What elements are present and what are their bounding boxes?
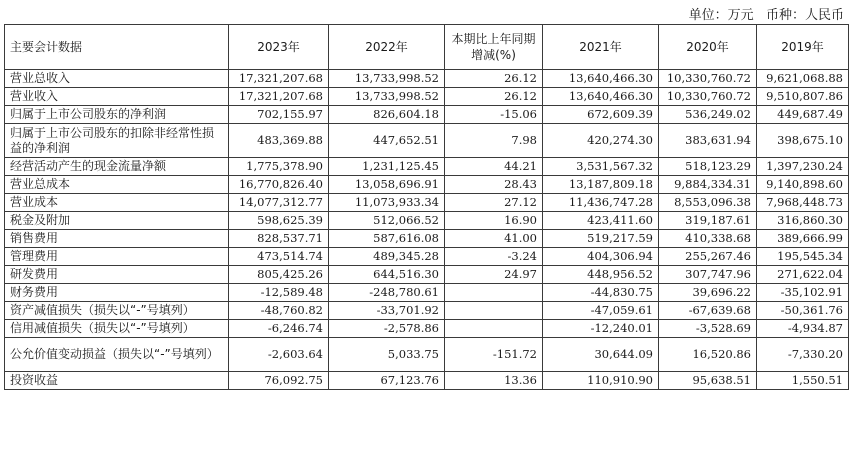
value-2022: 1,231,125.45 xyxy=(329,158,445,176)
table-row xyxy=(5,158,849,176)
value-change: -151.72 xyxy=(445,338,543,372)
value-2019: 389,666.99 xyxy=(757,230,849,248)
value-2023: 17,321,207.68 xyxy=(229,88,329,106)
header-2021: 2021年 xyxy=(543,25,659,70)
table-row xyxy=(5,70,849,88)
value-2023: -48,760.82 xyxy=(229,302,329,320)
value-2021: 13,640,466.30 xyxy=(543,88,659,106)
value-2021: 11,436,747.28 xyxy=(543,194,659,212)
table-row xyxy=(5,212,849,230)
value-2020: 10,330,760.72 xyxy=(659,88,757,106)
value-2019: 9,621,068.88 xyxy=(757,70,849,88)
value-2021: 3,531,567.32 xyxy=(543,158,659,176)
header-item: 主要会计数据 xyxy=(5,25,229,70)
header-2022: 2022年 xyxy=(329,25,445,70)
unit-currency-note: 单位：万元 币种：人民币 xyxy=(688,8,844,23)
value-change: -15.06 xyxy=(445,106,543,124)
value-change: 44.21 xyxy=(445,158,543,176)
value-change: 26.12 xyxy=(445,88,543,106)
table-row xyxy=(5,176,849,194)
value-2019: 195,545.34 xyxy=(757,248,849,266)
value-2022: -2,578.86 xyxy=(329,320,445,338)
value-change: 26.12 xyxy=(445,70,543,88)
value-2020: -67,639.68 xyxy=(659,302,757,320)
value-2021: 30,644.09 xyxy=(543,338,659,372)
table-row xyxy=(5,284,849,302)
value-2019: 1,397,230.24 xyxy=(757,158,849,176)
value-2021: -12,240.01 xyxy=(543,320,659,338)
row-label: 资产减值损失（损失以“-”号填列） xyxy=(5,302,229,320)
row-label: 营业成本 xyxy=(5,194,229,212)
value-2023: 598,625.39 xyxy=(229,212,329,230)
value-2021: -47,059.61 xyxy=(543,302,659,320)
row-label: 研发费用 xyxy=(5,266,229,284)
value-change xyxy=(445,302,543,320)
header-2023: 2023年 xyxy=(229,25,329,70)
value-2020: 536,249.02 xyxy=(659,106,757,124)
value-2020: 9,884,334.31 xyxy=(659,176,757,194)
value-2019: 398,675.10 xyxy=(757,124,849,158)
value-2022: 826,604.18 xyxy=(329,106,445,124)
value-2023: -12,589.48 xyxy=(229,284,329,302)
value-2020: 410,338.68 xyxy=(659,230,757,248)
value-2021: 519,217.59 xyxy=(543,230,659,248)
value-2022: -33,701.92 xyxy=(329,302,445,320)
value-2020: 518,123.29 xyxy=(659,158,757,176)
table-row xyxy=(5,194,849,212)
row-label: 信用减值损失（损失以“-”号填列） xyxy=(5,320,229,338)
value-2023: 828,537.71 xyxy=(229,230,329,248)
table-row xyxy=(5,338,849,372)
value-change: 41.00 xyxy=(445,230,543,248)
value-2019: 1,550.51 xyxy=(757,372,849,390)
row-label: 营业总收入 xyxy=(5,70,229,88)
value-change: 24.97 xyxy=(445,266,543,284)
value-2019: 316,860.30 xyxy=(757,212,849,230)
row-label: 税金及附加 xyxy=(5,212,229,230)
value-2020: 16,520.86 xyxy=(659,338,757,372)
value-2022: 587,616.08 xyxy=(329,230,445,248)
row-label: 投资收益 xyxy=(5,372,229,390)
value-2023: 702,155.97 xyxy=(229,106,329,124)
value-2019: 271,622.04 xyxy=(757,266,849,284)
table-row xyxy=(5,230,849,248)
table-header-row xyxy=(5,25,849,70)
value-2020: 8,553,096.38 xyxy=(659,194,757,212)
value-2020: 307,747.96 xyxy=(659,266,757,284)
value-2023: 76,092.75 xyxy=(229,372,329,390)
table-row xyxy=(5,124,849,158)
value-2022: 13,733,998.52 xyxy=(329,70,445,88)
header-2019: 2019年 xyxy=(757,25,849,70)
value-2020: 255,267.46 xyxy=(659,248,757,266)
value-2022: 13,058,696.91 xyxy=(329,176,445,194)
value-2021: 110,910.90 xyxy=(543,372,659,390)
value-2021: 672,609.39 xyxy=(543,106,659,124)
value-2020: 10,330,760.72 xyxy=(659,70,757,88)
header-change: 本期比上年同期增减(%) xyxy=(445,25,543,70)
table-row xyxy=(5,106,849,124)
value-2022: 489,345.28 xyxy=(329,248,445,266)
row-label: 营业总成本 xyxy=(5,176,229,194)
value-2022: 13,733,998.52 xyxy=(329,88,445,106)
value-2022: 67,123.76 xyxy=(329,372,445,390)
table-row xyxy=(5,266,849,284)
table-row xyxy=(5,88,849,106)
value-2023: 17,321,207.68 xyxy=(229,70,329,88)
row-label: 财务费用 xyxy=(5,284,229,302)
row-label: 公允价值变动损益（损失以“-”号填列） xyxy=(5,338,229,372)
value-2021: 404,306.94 xyxy=(543,248,659,266)
value-change: -3.24 xyxy=(445,248,543,266)
value-2020: -3,528.69 xyxy=(659,320,757,338)
table-row xyxy=(5,302,849,320)
value-change xyxy=(445,284,543,302)
value-change: 7.98 xyxy=(445,124,543,158)
row-label: 经营活动产生的现金流量净额 xyxy=(5,158,229,176)
table-row xyxy=(5,320,849,338)
value-change: 16.90 xyxy=(445,212,543,230)
value-2019: -35,102.91 xyxy=(757,284,849,302)
row-label: 管理费用 xyxy=(5,248,229,266)
financial-data-table xyxy=(4,24,849,390)
value-2022: 644,516.30 xyxy=(329,266,445,284)
value-2019: -4,934.87 xyxy=(757,320,849,338)
value-2020: 95,638.51 xyxy=(659,372,757,390)
value-2021: 448,956.52 xyxy=(543,266,659,284)
value-2020: 383,631.94 xyxy=(659,124,757,158)
row-label: 营业收入 xyxy=(5,88,229,106)
value-2022: 447,652.51 xyxy=(329,124,445,158)
value-2022: 512,066.52 xyxy=(329,212,445,230)
table-row xyxy=(5,248,849,266)
value-2019: 449,687.49 xyxy=(757,106,849,124)
value-2023: 805,425.26 xyxy=(229,266,329,284)
value-2019: 9,510,807.86 xyxy=(757,88,849,106)
value-change: 13.36 xyxy=(445,372,543,390)
value-2023: 14,077,312.77 xyxy=(229,194,329,212)
value-2021: 423,411.60 xyxy=(543,212,659,230)
value-2019: 7,968,448.73 xyxy=(757,194,849,212)
value-2023: -2,603.64 xyxy=(229,338,329,372)
row-label: 销售费用 xyxy=(5,230,229,248)
row-label: 归属于上市公司股东的扣除非经常性损益的净利润 xyxy=(5,124,229,158)
value-2022: -248,780.61 xyxy=(329,284,445,302)
value-2019: -50,361.76 xyxy=(757,302,849,320)
value-2021: 13,187,809.18 xyxy=(543,176,659,194)
value-2020: 39,696.22 xyxy=(659,284,757,302)
table-row xyxy=(5,372,849,390)
value-change xyxy=(445,320,543,338)
value-2019: 9,140,898.60 xyxy=(757,176,849,194)
value-2021: 13,640,466.30 xyxy=(543,70,659,88)
value-2023: 473,514.74 xyxy=(229,248,329,266)
value-2022: 5,033.75 xyxy=(329,338,445,372)
value-2019: -7,330.20 xyxy=(757,338,849,372)
value-2020: 319,187.61 xyxy=(659,212,757,230)
value-2021: -44,830.75 xyxy=(543,284,659,302)
value-change: 28.43 xyxy=(445,176,543,194)
value-2022: 11,073,933.34 xyxy=(329,194,445,212)
header-2020: 2020年 xyxy=(659,25,757,70)
value-2023: 1,775,378.90 xyxy=(229,158,329,176)
value-2023: 483,369.88 xyxy=(229,124,329,158)
value-2023: -6,246.74 xyxy=(229,320,329,338)
value-change: 27.12 xyxy=(445,194,543,212)
value-2021: 420,274.30 xyxy=(543,124,659,158)
row-label: 归属于上市公司股东的净利润 xyxy=(5,106,229,124)
value-2023: 16,770,826.40 xyxy=(229,176,329,194)
